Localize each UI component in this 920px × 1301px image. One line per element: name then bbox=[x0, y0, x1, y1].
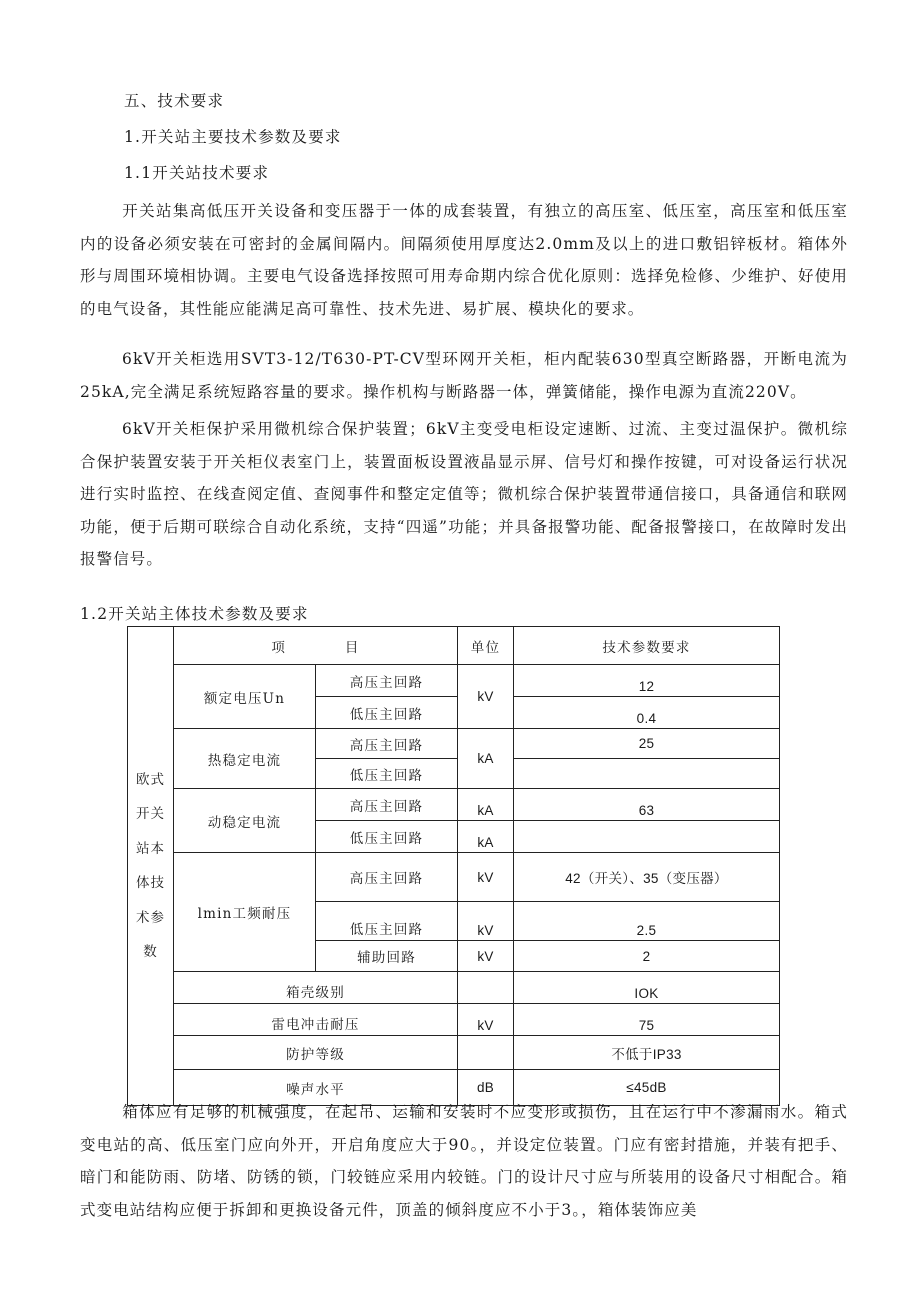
enclosure-label: 箱壳级别 bbox=[174, 972, 458, 1004]
value-cell: 不低于IP33 bbox=[514, 1036, 780, 1070]
value-cell: IOK bbox=[514, 972, 780, 1004]
thermal-label: 热稳定电流 bbox=[174, 729, 316, 789]
side-label-cell bbox=[128, 627, 174, 1106]
side-label-line: 欧式 bbox=[136, 771, 165, 788]
value-cell: 2.5 bbox=[514, 902, 780, 941]
header-unit: 单位 bbox=[458, 627, 514, 665]
table-row bbox=[128, 1004, 780, 1036]
spec-table bbox=[127, 626, 780, 1106]
table-row bbox=[128, 853, 780, 902]
sub-item: 高压主回路 bbox=[316, 853, 458, 902]
value-cell bbox=[514, 821, 780, 853]
side-label-line: 站本 bbox=[136, 840, 165, 857]
heading-1-2: 1.2开关站主体技术参数及要求 bbox=[80, 605, 309, 623]
value-cell: 25 bbox=[514, 729, 780, 759]
unit-cell bbox=[458, 1036, 514, 1070]
noise-label: 噪声水平 bbox=[174, 1070, 458, 1106]
table-row bbox=[128, 789, 780, 821]
unit-cell: kV bbox=[458, 902, 514, 941]
sub-item: 低压主回路 bbox=[316, 697, 458, 729]
side-label-line: 数 bbox=[143, 944, 158, 960]
header-item: 项 目 bbox=[174, 627, 458, 665]
paragraph-1: 开关站集高低压开关设备和变压器于一体的成套装置，有独立的高压室、低压室，高压室和低压室内的设备必须安装在可密封的金属间隔内。间隔须使用厚度达2.0mm及以上的进口敷铝锌板材。箱体外形与周围环境相协调。主要电气设备选择按照可用寿命期内综合优化原则：选择免检修、少维护、好使用的电气设备，其性能应能满足高可靠性、技术先进、易扩展、模块化的要求。 bbox=[80, 202, 848, 318]
side-label-line: 开关 bbox=[136, 806, 165, 822]
protection-label: 防护等级 bbox=[174, 1036, 458, 1070]
section-heading: 五、技术要求 bbox=[124, 92, 225, 110]
sub-item: 高压主回路 bbox=[316, 665, 458, 697]
value-cell: 75 bbox=[514, 1004, 780, 1036]
table-row bbox=[128, 665, 780, 697]
sub-item: 低压主回路 bbox=[316, 821, 458, 853]
sub-item: 低压主回路 bbox=[316, 759, 458, 789]
paragraph-3: 6kV开关柜保护采用微机综合保护装置；6kV主变受电柜设定速断、过流、主变过温保护。微机综合保护装置安装于开关柜仪表室门上，装置面板设置液晶显示屏、信号灯和操作按键，可对设备运行状况进行实时监控、在线查阅定值、查阅事件和整定定值等；微机综合保护装置带通信接口，具备通信和联网功能，便于后期可联综合自动化系统，支持“四遥”功能；并具备报警功能、配备报警接口，在故障时发出报警信号。 bbox=[80, 420, 848, 568]
value-cell: 12 bbox=[514, 665, 780, 697]
value-cell: 63 bbox=[514, 789, 780, 821]
table-header-row bbox=[128, 627, 780, 665]
unit-cell: kA bbox=[458, 789, 514, 821]
heading-1: 1.开关站主要技术参数及要求 bbox=[124, 128, 342, 146]
lightning-label: 雷电冲击耐压 bbox=[174, 1004, 458, 1036]
sub-item: 低压主回路 bbox=[316, 902, 458, 941]
header-requirement: 技术参数要求 bbox=[514, 627, 780, 665]
rated-voltage-label: 额定电压Un bbox=[174, 665, 316, 729]
value-cell: ≤45dB bbox=[514, 1070, 780, 1106]
dynamic-label: 动稳定电流 bbox=[174, 789, 316, 853]
unit-cell bbox=[458, 972, 514, 1004]
table-row bbox=[128, 1036, 780, 1070]
sub-item: 高压主回路 bbox=[316, 789, 458, 821]
unit-cell: kV bbox=[458, 853, 514, 902]
paragraph-4: 箱体应有足够的机械强度，在起吊、运输和安装时不应变形或损伤，且在运行中不渗漏雨水。箱式变电站的高、低压室门应向外开，开启角度应大于90。，并设定位装置。门应有密封措施，并装有把手、暗门和能防雨、防堵、防锈的锁，门较链应采用内较链。门的设计尺寸应与所装用的设备尺寸相配合。箱式变电站结构应便于拆卸和更换设备元件，顶盖的倾斜度应不小于3。，箱体装饰应美 bbox=[80, 1103, 848, 1219]
unit-cell: kV bbox=[458, 941, 514, 972]
value-cell: 2 bbox=[514, 941, 780, 972]
heading-1-1: 1.1开关站技术要求 bbox=[124, 164, 270, 182]
side-label-line: 术参 bbox=[136, 909, 165, 926]
unit-cell: kV bbox=[458, 1004, 514, 1036]
value-cell bbox=[514, 759, 780, 789]
unit-cell: kV bbox=[458, 665, 514, 729]
sub-item: 辅助回路 bbox=[316, 941, 458, 972]
unit-cell: kA bbox=[458, 729, 514, 789]
paragraph-2: 6kV开关柜选用SVT3-12/T630-PT-CV型环网开关柜，柜内配装630型真空断路器，开断电流为25kA,完全满足系统短路容量的要求。操作机构与断路器一体，弹簧储能，操作电源为直流220V。 bbox=[80, 350, 848, 401]
withstand-label: lmin工频耐压 bbox=[174, 853, 316, 972]
unit-cell: kA bbox=[458, 821, 514, 853]
unit-cell: dB bbox=[458, 1070, 514, 1106]
table-row bbox=[128, 729, 780, 759]
side-label-line: 体技 bbox=[136, 875, 165, 891]
table-row bbox=[128, 972, 780, 1004]
value-cell: 0.4 bbox=[514, 697, 780, 729]
value-cell: 42（开关）、35（变压器） bbox=[514, 853, 780, 902]
sub-item: 高压主回路 bbox=[316, 729, 458, 759]
